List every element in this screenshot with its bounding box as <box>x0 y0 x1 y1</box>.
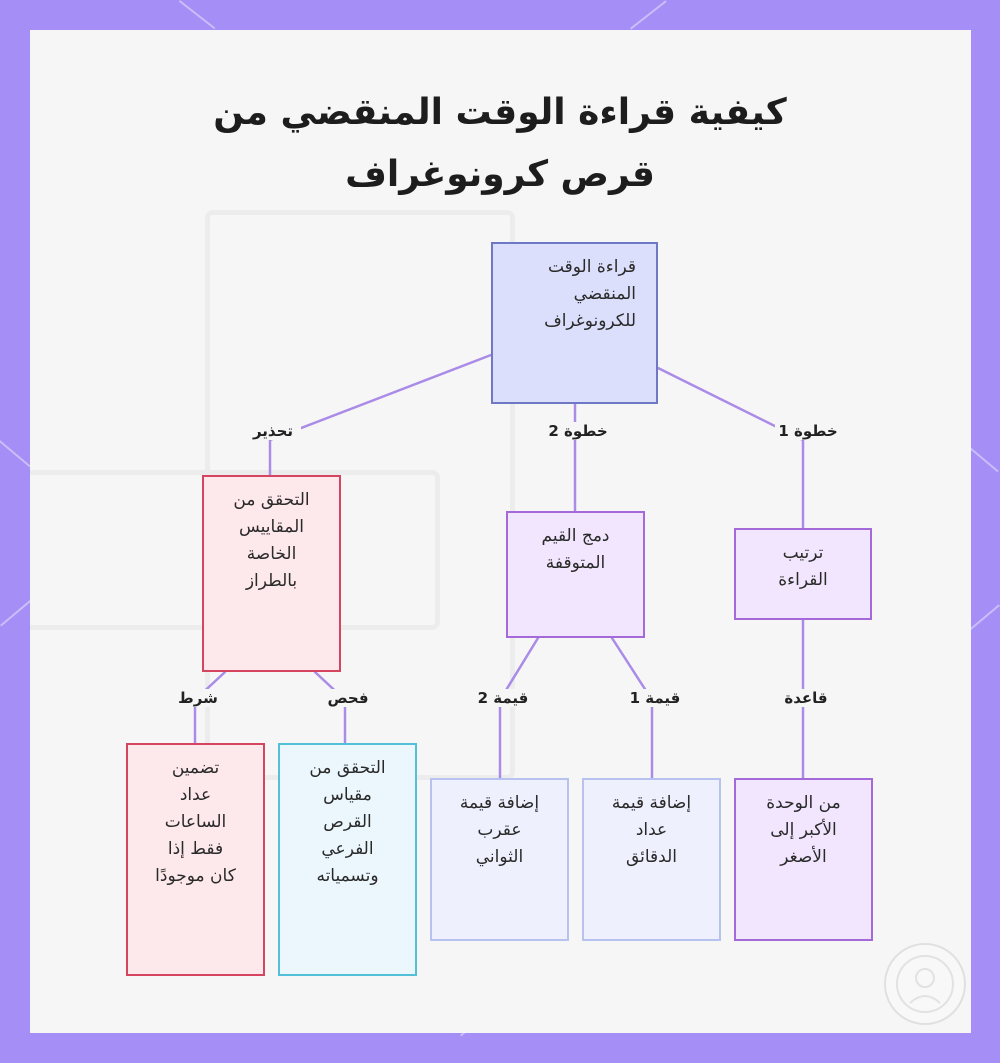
edge-label-value1: قيمة 1 <box>622 689 688 707</box>
node-check-subdial-line: مقياس <box>323 785 372 805</box>
watermark-logo-icon <box>884 943 966 1025</box>
node-add-seconds-line: عقرب <box>477 820 522 840</box>
node-add-seconds <box>430 778 569 941</box>
node-order <box>734 528 872 620</box>
node-largest-to-smallest-line: من الوحدة <box>766 793 841 813</box>
edge-label-value2: قيمة 2 <box>470 689 536 707</box>
edge-label-warning: تحذير <box>245 422 301 440</box>
title-line-1: كيفية قراءة الوقت المنقضي من <box>213 92 787 133</box>
edge-label-rule: قاعدة <box>778 689 834 707</box>
node-check-subdial-line: وتسمياته <box>316 866 379 886</box>
edge-label-step1: خطوة 1 <box>775 422 841 440</box>
node-check-subdial-line: القرص <box>323 812 372 832</box>
node-combine <box>506 511 645 638</box>
edge-label-condition: شرط <box>172 689 224 707</box>
edge-label-check: فحص <box>320 689 376 707</box>
node-check-measures-line: المقاييس <box>238 517 305 537</box>
node-largest-to-smallest <box>734 778 873 941</box>
edge-label-step2: خطوة 2 <box>544 422 612 440</box>
node-check-measures-line: بالطراز <box>245 571 298 591</box>
node-check-measures-line: الخاصة <box>246 544 297 564</box>
node-order-line: ترتيب <box>782 543 824 563</box>
node-include-hours-line: تضمين <box>171 758 220 778</box>
node-root-line: قراءة الوقت <box>547 257 636 277</box>
node-include-hours-line: الساعات <box>164 812 227 832</box>
edge-root-order <box>658 368 803 528</box>
node-check-measures <box>202 475 341 672</box>
node-combine-line: المتوقفة <box>545 553 606 573</box>
node-add-minutes-line: الدقائق <box>625 847 678 867</box>
edge-warning-check <box>315 672 345 743</box>
node-add-minutes <box>582 778 721 941</box>
node-root <box>491 242 658 404</box>
edge-warning-condition <box>195 672 225 743</box>
edge-root-warning <box>270 355 491 475</box>
edge-combine-value1 <box>612 638 652 778</box>
node-add-minutes-line: عداد <box>635 820 668 840</box>
node-check-subdial <box>278 743 417 976</box>
node-include-hours-line: كان موجودًا <box>155 866 236 886</box>
edge-combine-value2 <box>500 638 538 778</box>
title-line-2: قرص كرونوغراف <box>345 154 655 195</box>
node-add-seconds-line: الثواني <box>475 847 524 867</box>
node-largest-to-smallest-line: الأصغر <box>780 847 827 867</box>
node-include-hours <box>126 743 265 976</box>
node-add-seconds-line: إضافة قيمة <box>459 793 540 813</box>
node-add-minutes-line: إضافة قيمة <box>611 793 692 813</box>
node-include-hours-line: فقط إذا <box>167 839 224 859</box>
node-root-line: للكرونوغراف <box>544 311 636 331</box>
node-check-subdial-line: التحقق من <box>309 758 386 778</box>
node-check-subdial-line: الفرعي <box>321 839 374 859</box>
node-include-hours-line: عداد <box>179 785 212 805</box>
node-order-line: القراءة <box>778 570 828 590</box>
node-root-line: المنقضي <box>573 284 636 304</box>
node-check-measures-line: التحقق من <box>233 490 310 510</box>
node-largest-to-smallest-line: الأكبر إلى <box>770 820 837 840</box>
node-combine-line: دمج القيم <box>541 526 610 546</box>
